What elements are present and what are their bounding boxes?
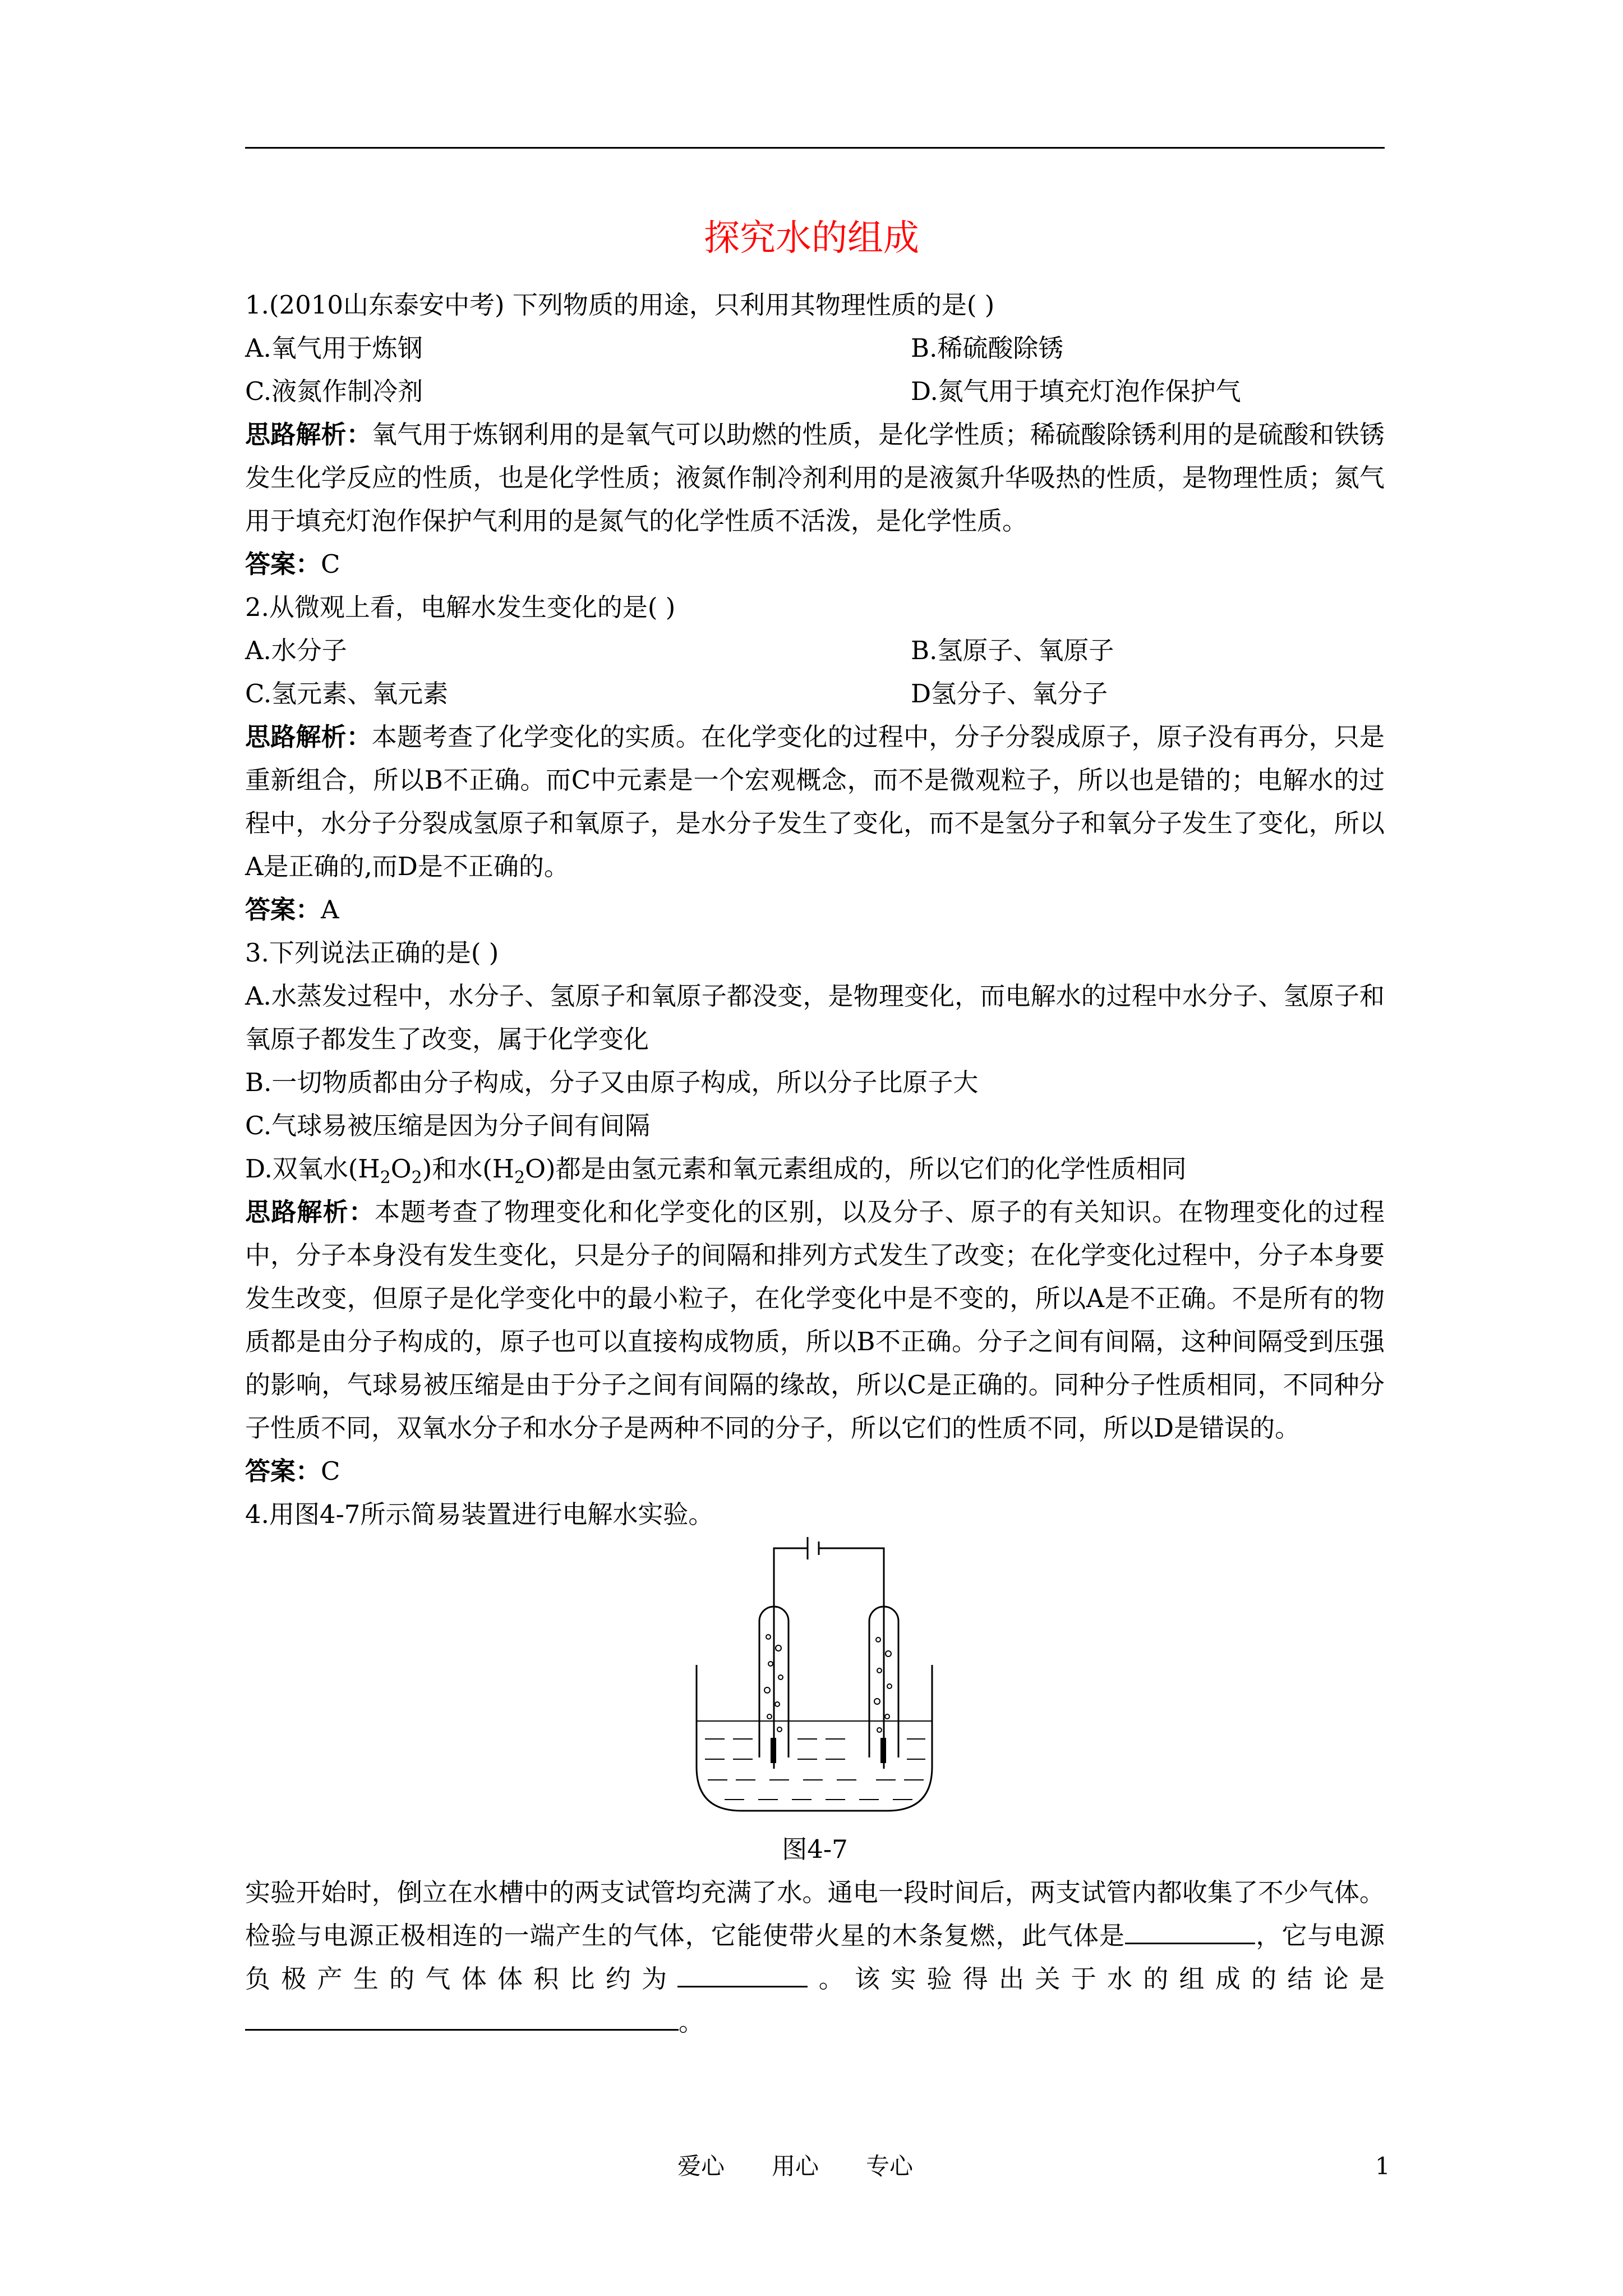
answer-blank-1[interactable] [1125, 1918, 1255, 1944]
q3-option-d-part4: O)都是由氢元素和氧元素组成的，所以它们的化学性质相同 [525, 1154, 1187, 1184]
q2-analysis-text: 本题考查了化学变化的实质。在化学变化的过程中，分子分裂成原子，原子没有再分，只是重新组合，所以B不正确。而C中元素是一个宏观概念，而不是微观粒子，所以也是错的；电解水的过程中，水分子分裂成氢原子和氧原子，是水分子发生了变化，而不是氢分子和氧分子发生了变化，所以A是正确的,而D是不正确的。 [245, 722, 1385, 881]
q1-answer-value: C [321, 549, 340, 579]
q2-option-c: C.氢元素、氧元素 [245, 679, 449, 708]
q2-option-a: A.水分子 [245, 636, 347, 665]
q1-analysis [245, 413, 1385, 542]
q1-answer [245, 542, 1385, 586]
gas-bubble [877, 1728, 882, 1732]
q2-options-row-1 [245, 629, 1385, 672]
gas-bubble [777, 1727, 782, 1732]
gas-bubble [764, 1687, 770, 1693]
q1-option-c: C.液氮作制冷剂 [245, 376, 423, 406]
q2-option-b: B.氢原子、氧原子 [911, 636, 1114, 665]
q3-analysis [245, 1190, 1385, 1450]
q1-option-d: D.氮气用于填充灯泡作保护气 [911, 376, 1241, 406]
q3-answer-value: C [321, 1456, 340, 1486]
q3-option-d-sub3: 2 [514, 1168, 525, 1188]
gas-bubble [775, 1702, 780, 1706]
q1-analysis-label: 思路解析： [245, 420, 372, 449]
gas-bubble [874, 1699, 880, 1704]
q1-option-a: A.氧气用于炼钢 [245, 333, 423, 363]
page-title: 探究水的组成 [704, 218, 919, 259]
q4-text-part4: 。 [679, 2007, 704, 2037]
q3-option-b: B.一切物质都由分子构成，分子又由原子构成，所以分子比原子大 [245, 1068, 979, 1097]
answer-blank-2[interactable] [677, 1961, 808, 1987]
gas-bubble [767, 1714, 772, 1719]
q3-answer [245, 1450, 1385, 1493]
q2-answer-label: 答案： [245, 895, 321, 924]
q3-option-d-part2: O [390, 1154, 412, 1184]
q2-analysis-label: 思路解析： [245, 722, 372, 752]
q3-answer-label: 答案： [245, 1456, 321, 1486]
footer-motto: 爱心 用心 专心 [677, 2152, 914, 2180]
figure-caption: 图4-7 [782, 1834, 848, 1864]
q3-analysis-text: 本题考查了物理变化和化学变化的区别，以及分子、原子的有关知识。在物理变化的过程中，分子本身没有发生变化，只是分子的间隔和排列方式发生了改变；在化学变化过程中，分子本身要发生改变，但原子是化学变化中的最小粒子，在化学变化中是不变的，所以A是不正确。不是所有的物质都是由分子构成的，原子也可以直接构成物质，所以B不正确。分子之间有间隔，这种间隔受到压强的影响，气球易被压缩是由于分子之间有间隔的缘故，所以C是正确的。同种分子性质相同，不同种分子性质不同，双氧水分子和水分子是两种不同的分子，所以它们的性质不同，所以D是错误的。 [245, 1197, 1385, 1443]
q2-answer-value: A [321, 895, 339, 924]
header-rule [245, 147, 1385, 149]
electrolysis-apparatus-figure [691, 1536, 938, 1822]
q3-option-c: C.气球易被压缩是因为分子间有间隔 [245, 1111, 651, 1140]
q2-options-row-2 [245, 672, 1385, 715]
gas-bubble [877, 1668, 882, 1673]
q1-option-b: B.稀硫酸除锈 [911, 333, 1064, 363]
q1-options-row-2 [245, 370, 1385, 413]
page-footer [0, 2144, 1623, 2189]
q2-option-d: D氢分子、氧分子 [911, 679, 1108, 708]
answer-blank-3[interactable] [245, 2004, 679, 2031]
q1-options-row-1 [245, 326, 1385, 370]
q3-option-a: A.水蒸发过程中，水分子、氢原子和氧原子都没变，是物理变化，而电解水的过程中水分子、氢原子和氧原子都发生了改变，属于化学变化 [245, 981, 1385, 1054]
q3-option-d-sub1: 2 [380, 1168, 391, 1188]
q4-text [245, 1871, 1385, 2044]
gas-bubble [886, 1651, 891, 1657]
q3-option-d-sub2: 2 [411, 1168, 422, 1188]
q2-analysis [245, 715, 1385, 888]
q4-text-part1: 实验开始时，倒立在水槽中的两支试管均充满了水。通电一段时间后，两支试管内都收集了不少气体。检验与电源正极相连的一端产生的气体，它能使带火星的木条复燃，此气体是 [245, 1878, 1385, 1950]
wire-left [774, 1548, 808, 1769]
q2-answer [245, 888, 1385, 931]
q3-stem: 3.下列说法正确的是( ) [245, 938, 499, 968]
q4-text-part3: 。该实验得出关于水的组成的结论是 [808, 1964, 1385, 1994]
q3-option-d [245, 1147, 1385, 1190]
q4-stem: 4.用图4-7所示简易装置进行电解水实验。 [245, 1499, 714, 1529]
gas-bubble [778, 1675, 783, 1680]
water-trough [697, 1665, 932, 1811]
gas-bubble [885, 1714, 889, 1719]
gas-bubble [766, 1635, 771, 1639]
q3-analysis-label: 思路解析： [245, 1197, 375, 1227]
gas-bubble [768, 1662, 773, 1666]
gas-bubble [876, 1637, 880, 1642]
electrode-right [880, 1738, 886, 1763]
q3-option-d-part1: D.双氧水(H [245, 1154, 380, 1184]
document-body [245, 283, 1385, 2044]
q1-analysis-text: 氧气用于炼钢利用的是氧气可以助燃的性质，是化学性质；稀硫酸除锈利用的是硫酸和铁锈发生化学反应的性质，也是化学性质；液氮作制冷剂利用的是液氮升华吸热的性质，是物理性质；氮气用于填充灯泡作保护气利用的是氮气的化学性质不活泼，是化学性质。 [245, 420, 1385, 536]
electrode-left [771, 1738, 776, 1763]
figure-container [245, 1536, 1385, 1828]
wire-right [819, 1548, 884, 1769]
gas-bubble [887, 1684, 892, 1688]
page-number: 1 [1375, 2152, 1390, 2180]
q2-stem: 2.从微观上看，电解水发生变化的是( ) [245, 592, 676, 622]
q1-answer-label: 答案： [245, 549, 321, 579]
gas-bubble [776, 1645, 781, 1651]
q1-stem: 1.(2010山东泰安中考) 下列物质的用途，只利用其物理性质的是( ) [245, 290, 995, 320]
q4-text-part2: ，它与电源负极产生的气体体积比约为 [245, 1921, 1385, 1994]
q3-option-d-part3: )和水(H [422, 1154, 515, 1184]
